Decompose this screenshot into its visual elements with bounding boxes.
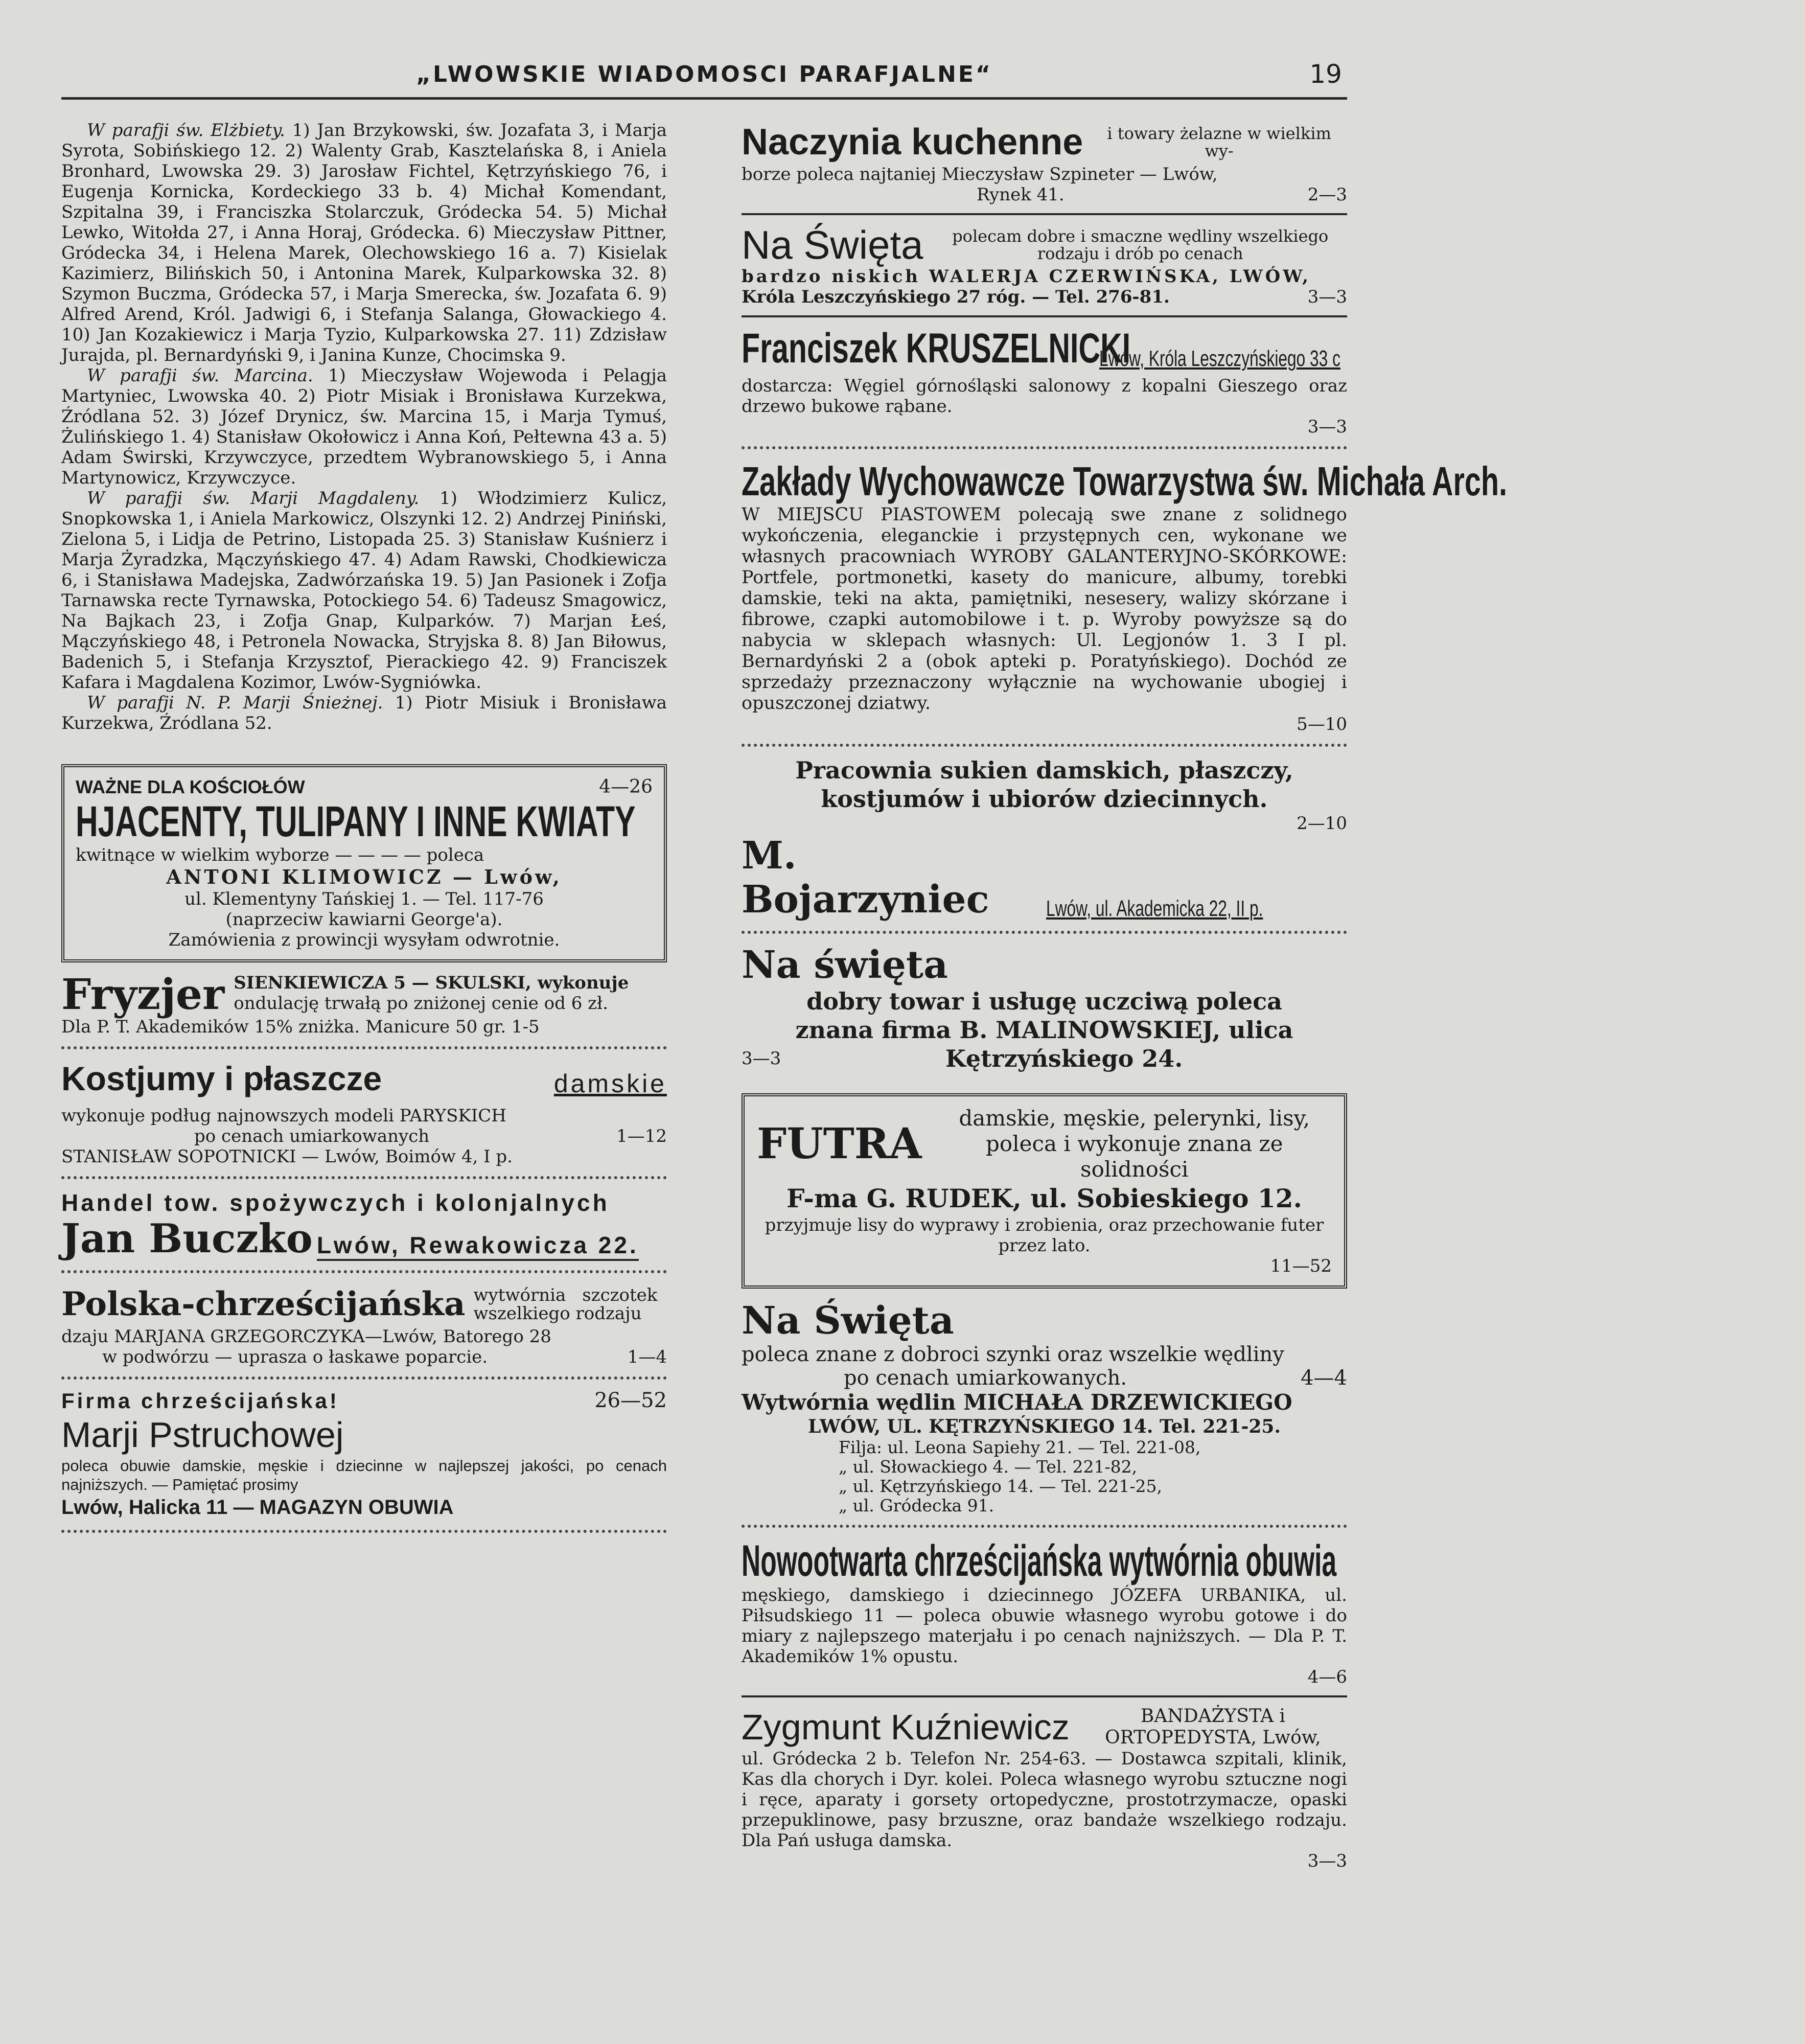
ad-polska-side: wytwórnia szczotek wszelkiego rodzaju [473,1285,658,1324]
parish-entry [61,488,667,693]
ad-urbanik-code: 4—6 [1307,1667,1347,1687]
left-column [61,120,667,1871]
ad-malinowska-line: Kętrzyńskiego 24. [945,1045,1183,1072]
parish-text: 1) Włodzimierz Kulicz, Snopkowska 1, i Aniela Markowicz, Olszynki 12. 2) Andrzej Piniński, Zielona 5, i Lidja de Petrino, Listopada 25. 3) Stanisław Kuśnierz i Marja Żyradzka, Mączyńskiego 47. 4) Adam Rawski, Chodkiewicza 6, i Stanisława Madejska, Zadwórzańska 19. 5) Jan Pasionek i Zofja Tarnawska recte Tyrnawska, Potockiego 54. 6) Tadeusz Smagowicz, Na Bajkach 23, i Zofja Gnap, Kulparków. 7) Marjan Łeś, Mączyńskiego 48, i Petronela Nowacka, Stryjska 8. 8) Jan Biłowus, Badenich 5, i Stefanja Krzysztof, Pierackiego 42. 9) Franciszek Kafara i Magdalena Kozimor, Lwów-Sygniówka. [61,488,667,693]
ad-flowers-head: WAŻNE DLA KOŚCIOŁÓW [76,776,305,797]
ad-flowers-name: ANTONI KLIMOWICZ — Lwów, [166,865,562,888]
divider [61,1270,667,1273]
ad-fryzjer-line: ondulację trwałą po zniżonej cenie od 6 zł. [234,993,608,1014]
ad-pstruch-name: Marji Pstruchowej [61,1415,344,1455]
divider [61,1176,667,1179]
ad-drzewicki-line: Wytwórnia wędlin MICHAŁA DRZEWICKIEGO [742,1390,1292,1415]
ad-futra-code: 11—52 [1270,1256,1332,1276]
ad-kostjumy [61,1059,667,1167]
ad-zaklady-body: W MIEJSCU PIASTOWEM polecają swe znane z solidnego wykończenia, eleganckie i przystępnych cen, wykonane we własnych pracowniach WYROBY GALANTERYJNO-SKÓRKOWE: Portfele, portmonetki, kasety do manicure, albumy, torebki damskie, teki na akta, pamiętniki, nesesery, walizy skórzane i fibrowe, czapki automobilowe i t. p. Wyroby powyższe są do nabycia w sklepach własnych: Ul. Legjonów 1. 3 I pl. Bernardyński 2 a (obok apteki p. Poratyńskiego). Dochód ze sprzedaży przeznaczony wyłącznie na wychowanie ubogiej i opuszczonej dziatwy. [742,504,1347,714]
journal-title: „LWOWSKIE WIADOMOSCI PARAFJALNE“ [416,61,992,87]
page-number: 19 [1309,59,1342,89]
ad-polska-title: Polska-chrześcijańska [61,1285,466,1323]
ad-bojarzyniec-addr: Lwów, ul. Akademicka 22, II p. [1046,896,1263,921]
ad-malinowska-line: dobry towar i usługę uczciwą poleca [806,987,1282,1015]
ad-zaklady-code: 5—10 [1297,714,1347,734]
ad-flowers-code: 4—26 [599,776,653,797]
ad-kostjumy-line: po cenach umiarkowanych [194,1126,430,1146]
ad-naczynia-line: borze poleca najtaniej Mieczysław Szpineter — Lwów, [742,164,1218,185]
ad-polska-line: w podwórzu — uprasza o łaskawe poparcie. [102,1347,488,1367]
ad-flowers-line: kwitnące w wielkim wyborze — — — — poleca [76,845,484,865]
divider [742,213,1347,215]
ad-buczko-line: Handel tow. spożywczych i kolonjalnych [61,1189,610,1216]
ad-naczynia [742,120,1347,205]
ad-drzewicki-line: LWÓW, UL. KĘTRZYŃSKIEGO 14. Tel. 221-25. [807,1416,1281,1437]
ad-bojarzyniec-name: M. Bojarzyniec [742,834,989,922]
ad-polska-line: dzaju MARJANA GRZEGORCZYKA—Lwów, Batorego 28 [61,1326,551,1347]
ad-futra-side: damskie, męskie, pelerynki, lisy, poleca i wykonuje znana ze solidności [959,1106,1310,1182]
ad-kostjumy-code: 1—12 [616,1126,667,1146]
ad-pstruch [61,1389,667,1521]
ad-flowers-line: ul. Klementyny Tańskiej 1. — Tel. 117-76 [184,889,544,909]
ad-kuzniewicz-body: ul. Gródecka 2 b. Telefon Nr. 254-63. — Dostawca szpitali, klinik, Kas dla chorych i Dyr. kolei. Poleca własnego wyrobu sztuczne nogi i ręce, aparaty i gorsety ortopedyczne, prostotrzymacze, opaski przepuklinowe, pasy brzuszne, oraz bandaże wszelkiego rodzaju. Dla Pań usługa damska. [742,1749,1347,1851]
ad-czerwinska-line: bardzo niskich WALERJA CZERWIŃSKA, LWÓW, [742,266,1311,287]
ad-kruszelnicki [742,326,1347,437]
divider [61,1376,667,1380]
ad-fryzjer-line: SIENKIEWICZA 5 — SKULSKI, wykonuje [234,973,629,993]
ad-kruszelnicki-line: dostarcza: Węgiel górnośląski salonowy z kopalni Gieszego oraz drzewo bukowe rąbane. [742,376,1347,417]
divider [742,1695,1347,1697]
branch-item: Filja: ul. Leona Sapiehy 21. — Tel. 221-08, [839,1437,1201,1457]
ad-buczko-addr: Lwów, Rewakowicza 22. [317,1231,639,1261]
parish-text: 1) Piotr Misiuk i Bronisława Kurzekwa, Źródlana 52. [61,693,667,733]
ad-kostjumy-title2: damskie [553,1069,667,1098]
ad-pstruch-line: Lwów, Halicka 11 — MAGAZYN OBUWIA [61,1496,454,1519]
divider [742,744,1347,747]
ad-zaklady [742,458,1508,734]
ad-naczynia-line: Rynek 41. [977,185,1065,205]
ad-drzewicki-code: 4—4 [1301,1366,1347,1390]
branch-list [839,1438,1347,1515]
ad-naczynia-title: Naczynia kuchenne [742,122,1083,163]
ad-naczynia-side: i towary żelazne w wielkim wy- [1107,124,1331,160]
ad-drzewicki-line: po cenach umiarkowanych. [844,1366,1127,1390]
ad-bojarzyniec-code: 2—10 [1297,813,1347,834]
ad-drzewicki [742,1299,1347,1515]
ad-czerwinska-code: 3—3 [1307,287,1347,307]
parish-text: 1) Jan Brzykowski, św. Jozafata 3, i Marja Syrota, Sobińskiego 12. 2) Walenty Grab, Kasztelańska 8, i Aniela Bronhard, Lwowska 29. 3) Jarosław Fichtel, Kętrzyńskiego 76, i Eugenja Kornicka, Kordeckiego 33 b. 4) Michał Komendant, Szpitalna 39, i Franciszka Stolarczuk, Gródecka 54. 5) Michał Lewko, Witołda 27, i Anna Horaj, Gródecka. 6) Mieczysław Pittner, Gródecka 34, i Helena Marek, Olechowskiego 16 a. 7) Kisielak Kazimierz, Bilińskich 50, i Antonina Marek, Kulparkowska 32. 8) Szymon Buczma, Gródecka 57, i Marja Smerecka, św. Jozafata 6. 9) Alfred Arend, Król. Jadwigi 6, i Stefanja Salanga, Głowackiego 4. 10) Jan Kozakiewicz i Marja Tyzio, Kulparkowska 27. 11) Zdzisław Jurajda, pl. Bernardyński 9, i Janina Kunze, Chocimska 9. [61,120,667,365]
ad-malinowska [742,943,1347,1073]
parish-text: 1) Mieczysław Wojewoda i Pelagja Martyniec, Lwowska 40. 2) Piotr Misiak i Bronisława Kurzekwa, Źródlana 52. 3) Józef Drynicz, św. Marcina 15, i Marja Tymuś, Żulińskiego 1. 4) Stanisław Okołowicz i Anna Koń, Pełtewna 43 a. 5) Adam Świrski, Krzywczyce, przedtem Wybranowskiego 5, i Anna Martynowicz, Krzywczyce. [61,365,667,488]
ad-czerwinska-side: polecam dobre i smaczne wędliny wszelkiego rodzaju i drób po cenach [952,226,1329,263]
ad-kruszelnicki-addr: Lwów, Króla Leszczyńskiego 33 c [1099,346,1340,371]
parish-entry [61,693,667,733]
ad-kostjumy-line: wykonuje podług najnowszych modeli PARYSKICH [61,1106,506,1126]
running-header [61,56,1347,100]
ad-pstruch-line: poleca obuwie damskie, męskie i dziecinne w najlepszej jakości, po cenach najniższych. — Pamiętać prosimy [61,1457,667,1494]
marriage-announcements [61,120,667,733]
ad-bojarzyniec-line: Pracownia sukien damskich, płaszczy, kostjumów i ubiorów dziecinnych. [795,756,1293,813]
ad-urbanik [742,1537,1347,1687]
ad-polska [61,1282,667,1367]
ad-bojarzyniec [742,756,1347,922]
ad-urbanik-title: Nowootwarta chrześcijańska wytwórnia obuwia [742,1536,1337,1586]
ad-flowers [61,764,667,962]
right-column [742,120,1508,1871]
divider [61,1530,667,1533]
ad-buczko [61,1188,667,1261]
ad-fryzjer-line: Dla P. T. Akademików 15% zniżka. Manicure 50 gr. 1-5 [61,1017,540,1037]
ad-urbanik-body: męskiego, damskiego i dziecinnego JÓZEFA URBANIKA, ul. Piłsudskiego 11 — poleca obuwie własnego wyrobu gotowe i do miary z najlepszego materjału i po cenach najniższych. — Dla P. T. Akademików 1% opustu. [742,1585,1347,1667]
ad-malinowska-title: Na święta [742,943,948,987]
branch-item: „ ul. Gródecka 91. [839,1496,994,1515]
ad-fryzjer [61,970,667,1037]
ad-futra-name: F-ma G. RUDEK, ul. Sobieskiego 12. [786,1183,1303,1213]
divider [742,315,1347,317]
divider [742,931,1347,934]
ad-kostjumy-title: Kostjumy i płaszcze [61,1060,382,1097]
ad-drzewicki-title: Na Święta [742,1299,954,1343]
ad-flowers-title: HJACENTY, TULIPANY I INNE KWIATY [76,797,636,845]
branch-item: „ ul. Kętrzyńskiego 14. — Tel. 221-25, [839,1476,1162,1496]
ad-kostjumy-line: STANISŁAW SOPOTNICKI — Lwów, Boimów 4, I p. [61,1146,513,1167]
ad-pstruch-code: 26—52 [594,1389,667,1412]
ad-flowers-line: Zamówienia z prowincji wysyłam odwrotnie. [168,930,560,950]
divider [742,1525,1347,1528]
ad-czerwinska [742,223,1347,307]
ad-kuzniewicz [742,1706,1347,1871]
parish-name: W parafji św. Marcina. [87,365,313,386]
branch-item: „ ul. Słowackiego 4. — Tel. 221-82, [839,1457,1138,1477]
divider [742,446,1347,449]
ad-futra [742,1093,1347,1289]
ad-flowers-line: (naprzeciw kawiarni George'a). [225,909,503,930]
ad-kuzniewicz-name: Zygmunt Kuźniewicz [742,1707,1070,1747]
ad-drzewicki-line: poleca znane z dobroci szynki oraz wszelkie wędliny [742,1343,1284,1366]
ad-polska-code: 1—4 [627,1347,667,1367]
ad-fryzjer-word: Fryzjer [61,970,225,1019]
ad-buczko-name: Jan Buczko [61,1215,313,1262]
ad-naczynia-code: 2—3 [1307,185,1347,205]
parish-name: W parafji św. Marji Magdaleny. [87,488,420,509]
ad-pstruch-line: Firma chrześcijańska! [61,1389,339,1413]
parish-entry [61,365,667,488]
ad-kruszelnicki-name: Franciszek KRUSZELNICKI [742,325,1131,372]
ad-malinowska-code: 3—3 [742,1048,781,1069]
ad-zaklady-title: Zakłady Wychowawcze Towarzystwa św. Michała Arch. [742,458,1508,504]
ad-kuzniewicz-side: BANDAŻYSTA i ORTOPEDYSTA, Lwów, [1105,1706,1321,1748]
ad-kruszelnicki-code: 3—3 [1307,417,1347,437]
ad-czerwinska-title: Na Święta [742,222,923,267]
parish-name: W parafji św. Elżbiety. [87,120,285,141]
parish-name: W parafji N. P. Marji Śnieżnej. [87,693,383,713]
ad-czerwinska-line: Króla Leszczyńskiego 27 róg. — Tel. 276-81. [742,287,1170,307]
ad-kuzniewicz-code: 3—3 [1307,1851,1347,1871]
ad-malinowska-line: znana firma B. MALINOWSKIEJ, ulica [795,1016,1293,1044]
divider [61,1046,667,1049]
ad-futra-line: przyjmuje lisy do wyprawy i zrobienia, oraz przechowanie futer przez lato. [765,1215,1324,1256]
ad-futra-title: FUTRA [757,1119,922,1168]
parish-entry [61,120,667,365]
